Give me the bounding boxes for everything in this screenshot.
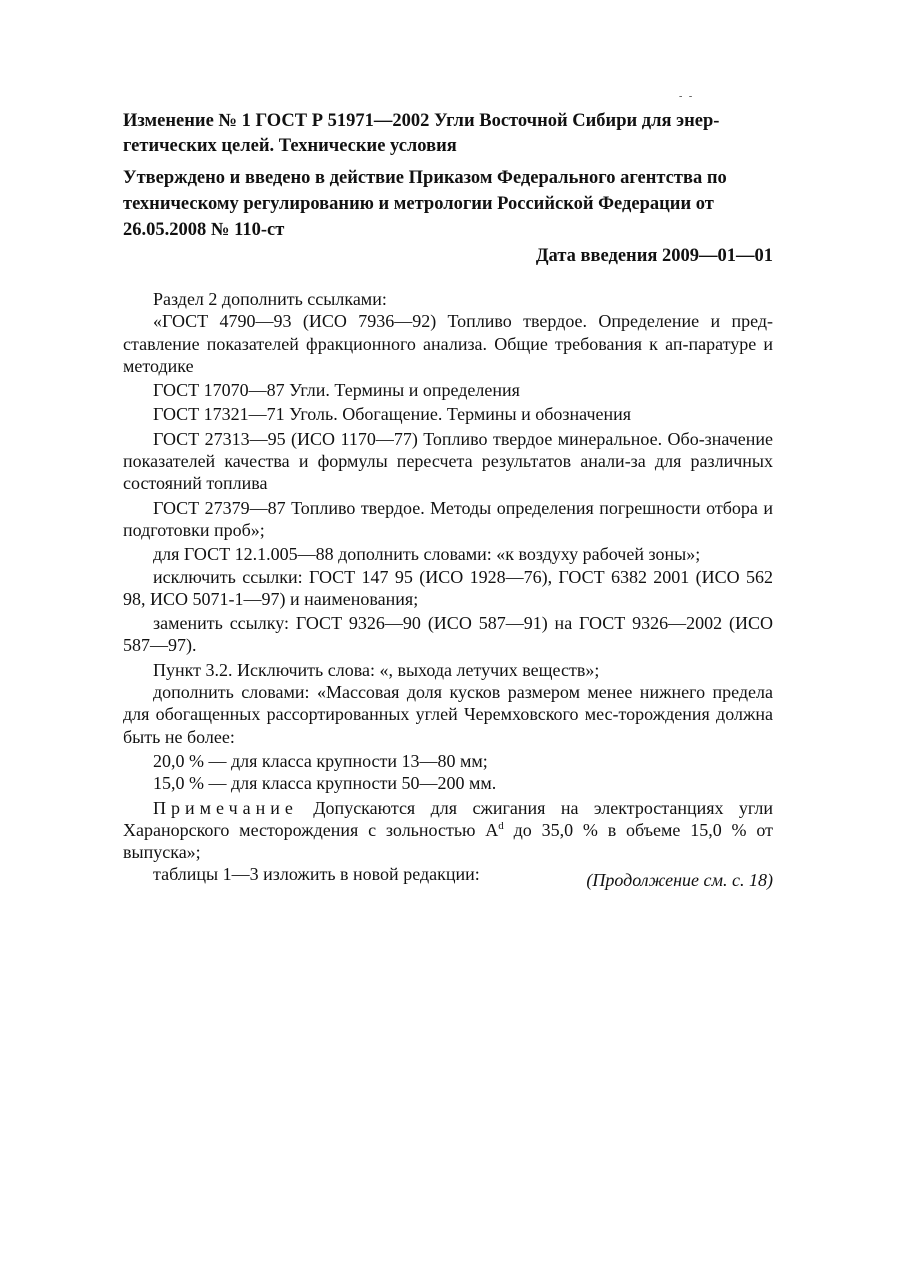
paragraph: ГОСТ 27313—95 (ИСО 1170—77) Топливо твердое минеральное. Обо-значение показателей качества и формулы пересчета результатов анали-за для различных состояний топлива [123,428,773,494]
paragraph: Раздел 2 дополнить ссылками: [153,289,387,309]
note-text-a: Допускаются для сжигания на электростанциях угли Харанорского месторождения с зольностью A [123,797,773,840]
paragraph: таблицы 1—3 изложить в новой редакции: [153,864,480,885]
paragraph: ГОСТ 27379—87 Топливо твердое. Методы определения погрешности отбора и подготовки проб»; [123,497,773,540]
amendment-title [123,109,773,159]
approval-line-2: техническому регулированию и метрологии Российской Федерации от [123,194,714,214]
approval-line-3: 26.05.2008 № 110-ст [123,220,285,240]
paragraph: «ГОСТ 4790—93 (ИСО 7936—92) Топливо твердое. Определение и пред-ставление показателей фракционного анализа. Общие требования к ап-паратуре и методике [123,311,773,376]
ash-superscript: d [498,819,504,832]
amendment-body [123,288,773,886]
paragraph: заменить ссылку: ГОСТ 9326—90 (ИСО 587—91) на ГОСТ 9326—2002 (ИСО 587—97). [123,613,773,656]
approval-line-1: Утверждено и введено в действие Приказом Федерального агентства по [123,168,727,188]
approval-statement [123,165,773,243]
paragraph: для ГОСТ 12.1.005—88 дополнить словами: «к воздуху рабочей зоны»; [153,544,701,565]
paragraph: исключить ссылки: ГОСТ 147 95 (ИСО 1928—76), ГОСТ 6382 2001 (ИСО 562 98, ИСО 5071-1—97) и наименования; [123,566,773,609]
paragraph: ГОСТ 17321—71 Уголь. Обогащение. Термины и обозначения [153,404,632,425]
paragraph: 20,0 % — для класса крупности 13—80 мм; [153,750,488,771]
effective-date: Дата введения 2009—01—01 [535,246,773,266]
paragraph: ГОСТ 17070—87 Угли. Термины и определения [153,380,520,401]
top-mark: - - [679,91,695,102]
paragraph: 15,0 % — для класса крупности 50—200 мм. [153,773,497,794]
note-label: Примечание [153,797,298,818]
title-line-1: Изменение № 1 ГОСТ Р 51971—2002 Угли Восточной Сибири для энер- [123,111,720,131]
title-line-2: гетических целей. Технические условия [123,136,457,156]
paragraph: Пункт 3.2. Исключить слова: «, выхода летучих веществ»; [153,659,600,680]
paragraph: дополнить словами: «Массовая доля кусков размером менее нижнего предела для обогащенных рассортированных углей Черемховского мес-торождения должна быть не более: [123,682,773,747]
note-paragraph [123,797,773,864]
note-text-b: до 35,0 % в объеме 15,0 % от выпуска»; [123,819,773,863]
continuation-note: (Продолжение см. с. 18) [586,870,773,890]
